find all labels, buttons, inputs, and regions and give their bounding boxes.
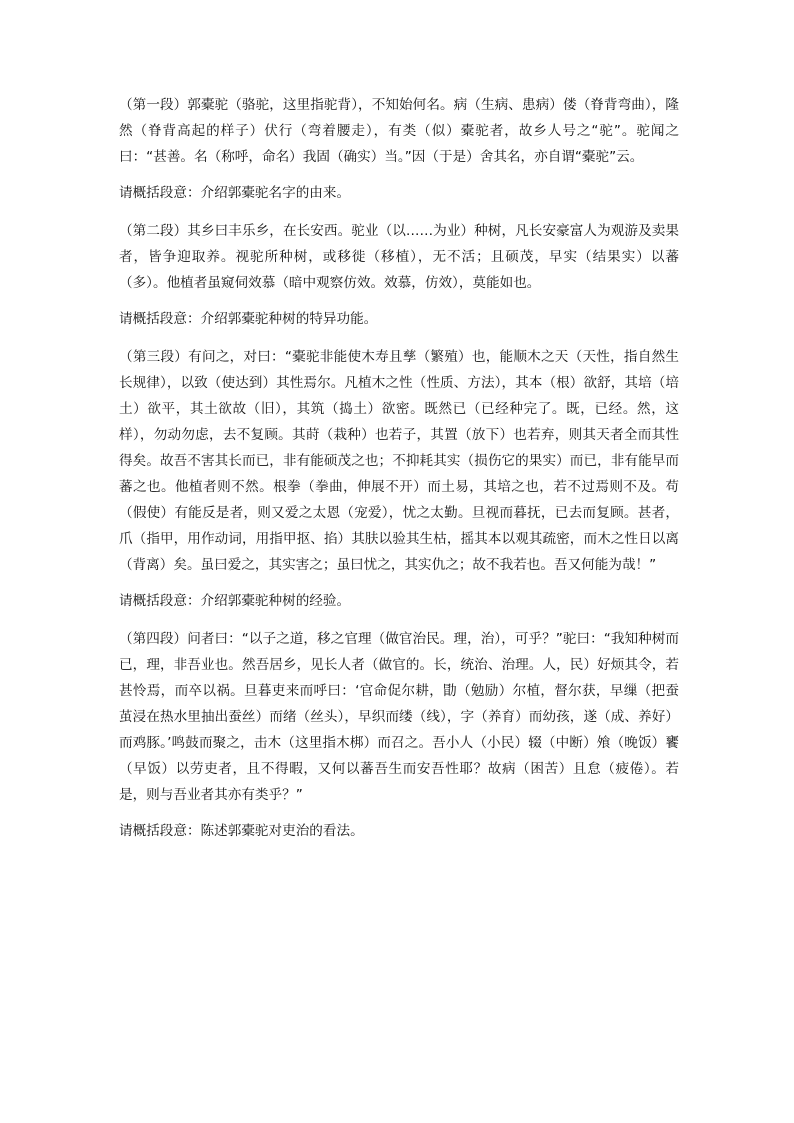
paragraph-1: （第一段）郭橐驼（骆驼，这里指驼背），不知始何名。病（生病、患病）偻（脊背弯曲），隆然（脊背高起的样子）伏行（弯着腰走），有类（似）橐驼者，故乡人号之“驼”。驼闻之曰：“甚善。名（称呼，命名）我固（确实）当。”因（于是）舍其名，亦自谓“橐驼”云。 xyxy=(119,97,679,165)
paragraph-2: （第二段）其乡曰丰乐乡，在长安西。驼业（以……为业）种树，凡长安豪富人为观游及卖果者，皆争迎取养。视驼所种树，或移徙（移植），无不活；且硕茂，早实（结果实）以蕃（多）。他植者虽窥伺效慕（暗中观察仿效。效慕，仿效），莫能如也。 xyxy=(119,223,679,291)
summary-2: 请概括段意：介绍郭橐驼种树的特异功能。 xyxy=(119,311,378,327)
summary-3: 请概括段意：介绍郭橐驼种树的经验。 xyxy=(119,593,351,609)
summary-4: 请概括段意：陈述郭橐驼对吏治的看法。 xyxy=(119,823,364,839)
paragraph-4: （第四段）问者曰：“以子之道，移之官理（做官治民。理，治），可乎？”驼曰：“我知种树而已，理，非吾业也。然吾居乡，见长人者（做官的。长，统治、治理。人，民）好烦其令，若甚怜焉，而卒以祸。旦暮吏来而呼曰：‘官命促尔耕，勖（勉励）尔植，督尔获，早缫（把蚕茧浸在热水里抽出蚕丝）而绪（丝头），早织而缕（线），字（养育）而幼孩，遂（成、养好）而鸡豚。’鸣鼓而聚之，击木（这里指木梆）而召之。吾小人（小民）辍（中断）飧（晚饭）饔（早饭）以劳吏者，且不得暇，又何以蕃吾生而安吾性耶？故病（困苦）且怠（疲倦）。若是，则与吾业者其亦有类乎？” xyxy=(119,631,679,803)
paragraph-3: （第三段）有问之，对曰：“橐驼非能使木寿且孳（繁殖）也，能顺木之天（天性，指自然生长规律），以致（使达到）其性焉尔。凡植木之性（性质、方法），其本（根）欲舒，其培（培土）欲平，其土欲故（旧），其筑（捣土）欲密。既然已（已经种完了。既，已经。然，这样），勿动勿虑，去不复顾。其莳（栽种）也若子，其置（放下）也若弃，则其天者全而其性得矣。故吾不害其长而已，非有能硕茂之也；不抑耗其实（损伤它的果实）而已，非有能早而蕃之也。他植者则不然。根拳（拳曲，伸展不开）而土易，其培之也，若不过焉则不及。苟（假使）有能反是者，则又爱之太恩（宠爱），忧之太勤。旦视而暮抚，已去而复顾。甚者，爪（指甲，用作动词，用指甲抠、掐）其肤以验其生枯，摇其本以观其疏密，而木之性日以离（背离）矣。虽曰爱之，其实害之；虽曰忧之，其实仇之；故不我若也。吾又何能为哉！” xyxy=(119,349,679,573)
document-page xyxy=(119,92,679,856)
summary-1: 请概括段意：介绍郭橐驼名字的由来。 xyxy=(119,185,351,201)
